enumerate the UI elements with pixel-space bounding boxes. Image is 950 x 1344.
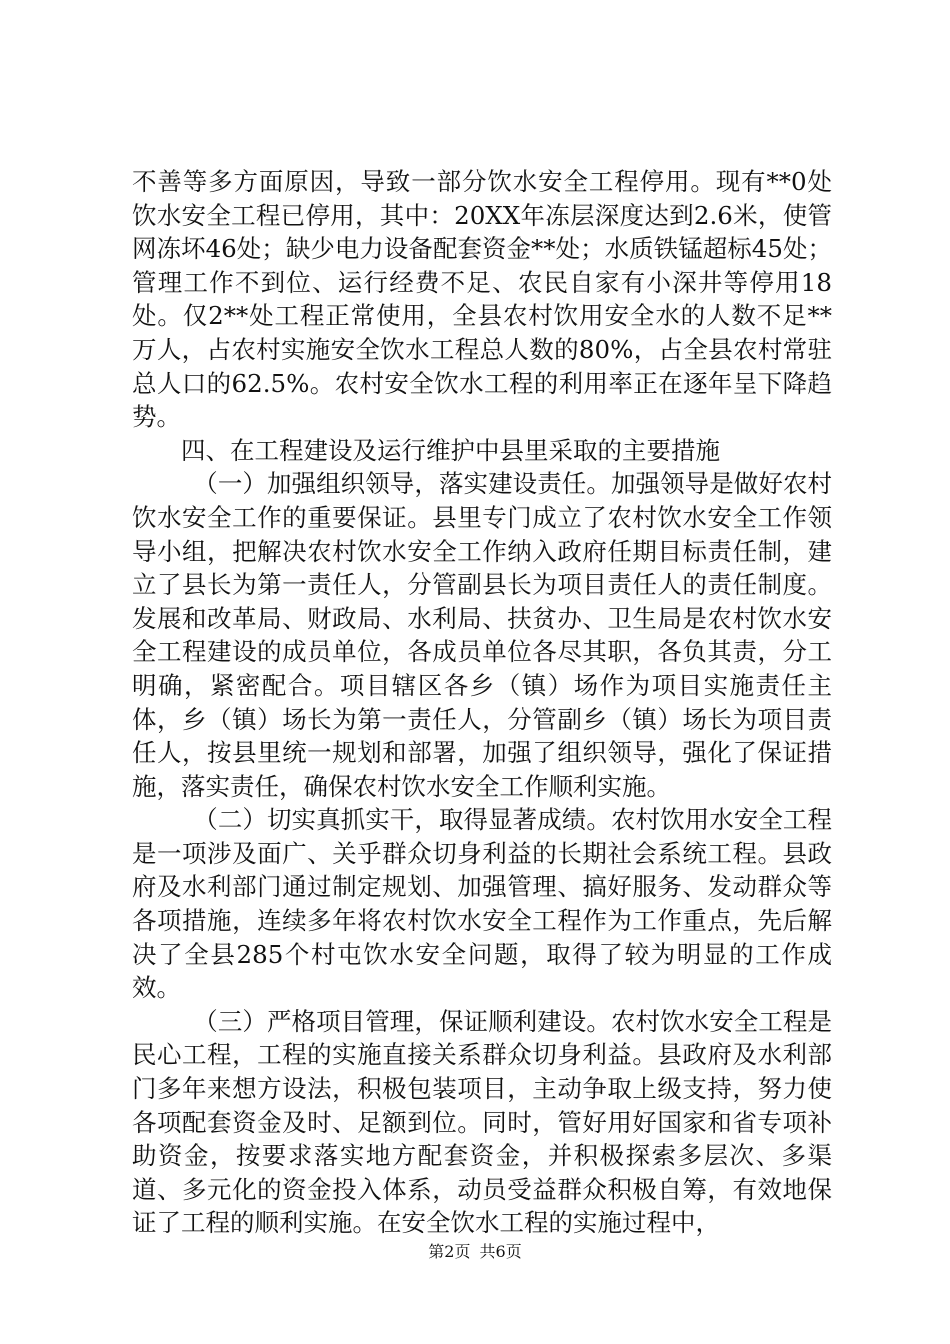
document-body	[132, 165, 832, 1240]
section-heading-four: 四、在工程建设及运行维护中县里采取的主要措施	[181, 435, 720, 465]
page-footer	[0, 1242, 950, 1262]
page-number-total: 共6页	[479, 1242, 522, 1261]
paragraph-measure-one: （一）加强组织领导，落实建设责任。加强领导是做好农村饮水安全工作的重要保证。县里专门成立了农村饮水安全工作领导小组，把解决农村饮水安全工作纳入政府任期目标责任制，建立了县长为第一责任人，分管副县长为项目责任人的责任制度。发展和改革局、财政局、水利局、扶贫办、卫生局是农村饮水安全工程建设的成员单位，各成员单位各尽其职，各负其责，分工明确，紧密配合。项目辖区各乡（镇）场作为项目实施责任主体，乡（镇）场长为第一责任人，分管副乡（镇）场长为项目责任人，按县里统一规划和部署，加强了组织领导，强化了保证措施，落实责任，确保农村饮水安全工作顺利实施。	[132, 469, 832, 801]
page-number-current: 第2页	[428, 1242, 471, 1261]
paragraph-continuation: 不善等多方面原因，导致一部分饮水安全工程停用。现有**0处饮水安全工程已停用，其中：20XX年冻层深度达到2.6米，使管网冻坏46处；缺少电力设备配套资金**处；水质铁锰超标45处；管理工作不到位、运行经费不足、农民自家有小深井等停用18处。仅2**处工程正常使用，全县农村饮用安全水的人数不足**万人，占农村实施安全饮水工程总人数的80%，占全县农村常驻总人口的62.5%。农村安全饮水工程的利用率正在逐年呈下降趋势。	[132, 167, 832, 432]
paragraph-measure-two: （二）切实真抓实干，取得显著成绩。农村饮用水安全工程是一项涉及面广、关乎群众切身利益的长期社会系统工程。县政府及水利部门通过制定规划、加强管理、搞好服务、发动群众等各项措施，连续多年将农村饮水安全工程作为工作重点，先后解决了全县285个村屯饮水安全问题，取得了较为明显的工作成效。	[132, 805, 832, 1003]
paragraph-measure-three: （三）严格项目管理，保证顺利建设。农村饮水安全工程是民心工程，工程的实施直接关系群众切身利益。县政府及水利部门多年来想方设法，积极包装项目，主动争取上级支持，努力使各项配套资金及时、足额到位。同时，管好用好国家和省专项补助资金，按要求落实地方配套资金，并积极探索多层次、多渠道、多元化的资金投入体系，动员受益群众积极自筹，有效地保证了工程的顺利实施。在安全饮水工程的实施过程中，	[132, 1006, 832, 1238]
